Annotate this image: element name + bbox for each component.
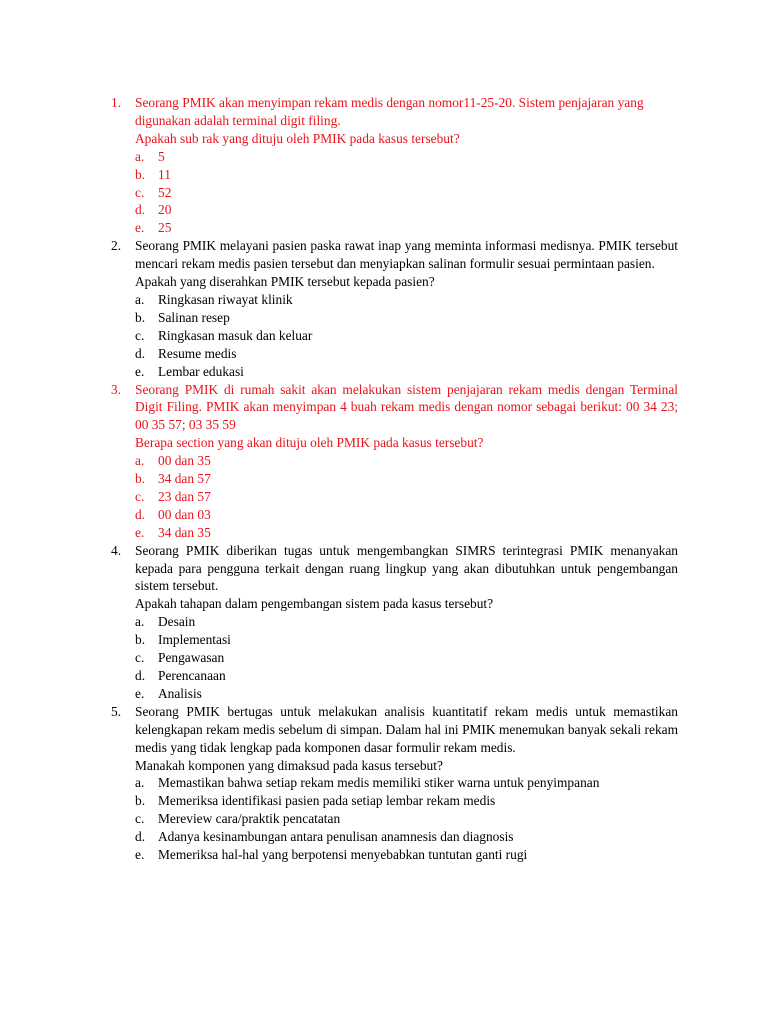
option-text: Salinan resep: [158, 309, 230, 325]
option-letter: a.: [135, 614, 145, 630]
option-text: Ringkasan riwayat klinik: [158, 291, 293, 307]
option-text: 00 dan 35: [158, 453, 211, 469]
option-text: 11: [158, 166, 171, 182]
option-a: [135, 148, 678, 166]
option-text: 34 dan 35: [158, 524, 211, 540]
option-text: Analisis: [158, 685, 202, 701]
question-prompt: Apakah yang diserahkan PMIK tersebut kepada pasien?: [135, 274, 435, 290]
option-letter: c.: [135, 488, 145, 504]
option-b: [135, 631, 678, 649]
option-e: [135, 846, 678, 864]
option-text: Implementasi: [158, 632, 231, 648]
option-e: [135, 219, 678, 237]
option-text: 23 dan 57: [158, 488, 211, 504]
option-list: [135, 613, 678, 703]
question-number: 3.: [111, 381, 122, 397]
option-text: Lembar edukasi: [158, 363, 244, 379]
option-letter: a.: [135, 148, 145, 164]
question-stem: Seorang PMIK di rumah sakit akan melakukan sistem penjajaran rekam medis dengan Terminal Digit Filing. PMIK akan menyimpan 4 buah rekam medis dengan nomor sebagai berikut: 00 34 23; 00 35 57; 03 35 59: [135, 381, 678, 433]
option-text: Mereview cara/praktik pencatatan: [158, 811, 341, 827]
option-letter: a.: [135, 775, 145, 791]
option-letter: b.: [135, 166, 146, 182]
option-text: Pengawasan: [158, 650, 225, 666]
question-1: [111, 94, 678, 237]
option-a: [135, 452, 678, 470]
question-4: [111, 542, 678, 703]
question-number: 4.: [111, 542, 122, 558]
question-number: 1.: [111, 95, 122, 110]
question-2: [111, 237, 678, 380]
option-text: 34 dan 57: [158, 471, 211, 487]
option-text: Ringkasan masuk dan keluar: [158, 327, 313, 343]
option-text: Memeriksa identifikasi pasien pada setiap lembar rekam medis: [158, 793, 496, 809]
option-d: [135, 345, 678, 363]
option-letter: d.: [135, 506, 146, 522]
question-list: [111, 94, 678, 864]
option-b: [135, 309, 678, 327]
option-letter: b.: [135, 793, 146, 809]
option-text: 5: [158, 148, 165, 164]
option-text: 25: [158, 220, 172, 236]
option-a: [135, 291, 678, 309]
option-letter: d.: [135, 668, 146, 683]
option-text: 52: [158, 184, 172, 200]
option-letter: c.: [135, 327, 145, 343]
option-letter: e.: [135, 524, 145, 540]
option-letter: e.: [135, 847, 145, 863]
question-stem: Seorang PMIK bertugas untuk melakukan analisis kuantitatif rekam medis untuk memastikan kelengkapan rekam medis sebelum di simpan. Dalam hal ini PMIK menemukan banyak sekali rekam medis yang tidak lengkap pada komponen dasar formulir rekam medis.: [135, 703, 678, 755]
question-stem: Seorang PMIK melayani pasien paska rawat inap yang meminta informasi medisnya. PMIK tersebut mencari rekam medis pasien tersebut dan menyiapkan salinan formulir sesuai permintaan pasien.: [135, 238, 678, 272]
option-c: [135, 327, 678, 345]
option-letter: a.: [135, 291, 145, 307]
option-b: [135, 166, 678, 184]
option-letter: c.: [135, 650, 145, 666]
option-text: Desain: [158, 614, 196, 630]
question-stem: Seorang PMIK diberikan tugas untuk mengembangkan SIMRS terintegrasi PMIK menanyakan kepada para pengguna terkait dengan ruang lingkup yang akan dibutuhkan untuk pengembangan sistem tersebut.: [135, 542, 678, 594]
option-c: [135, 649, 678, 667]
option-text: 00 dan 03: [158, 506, 211, 522]
question-number: 5.: [111, 703, 122, 719]
question-prompt: Berapa section yang akan dituju oleh PMIK pada kasus tersebut?: [135, 435, 484, 451]
option-text: Resume medis: [158, 345, 237, 361]
option-d: [135, 506, 678, 524]
option-list: [135, 291, 678, 381]
option-text: 20: [158, 202, 172, 218]
option-letter: d.: [135, 829, 146, 845]
option-letter: b.: [135, 632, 146, 648]
option-text: Memastikan bahwa setiap rekam medis memiliki stiker warna untuk penyimpanan: [158, 775, 600, 791]
option-d: [135, 828, 678, 846]
option-list: [135, 148, 678, 238]
option-d: [135, 667, 678, 685]
option-letter: c.: [135, 184, 145, 200]
option-list: [135, 774, 678, 864]
question-5: [111, 703, 678, 864]
option-e: [135, 685, 678, 703]
option-letter: e.: [135, 363, 145, 379]
option-letter: b.: [135, 309, 146, 325]
option-letter: b.: [135, 471, 146, 487]
question-prompt: Manakah komponen yang dimaksud pada kasus tersebut?: [135, 757, 443, 773]
option-b: [135, 470, 678, 488]
option-list: [135, 452, 678, 542]
question-stem: Seorang PMIK akan menyimpan rekam medis dengan nomor11-25-20. Sistem penjajaran yang digunakan adalah terminal digit filing.: [135, 95, 644, 128]
option-letter: e.: [135, 685, 145, 701]
option-text: Adanya kesinambungan antara penulisan anamnesis dan diagnosis: [158, 829, 514, 845]
option-e: [135, 524, 678, 542]
option-text: Perencanaan: [158, 668, 226, 683]
option-text: Memeriksa hal-hal yang berpotensi menyebabkan tuntutan ganti rugi: [158, 847, 528, 863]
option-letter: d.: [135, 345, 146, 361]
option-letter: a.: [135, 453, 145, 469]
option-letter: c.: [135, 811, 145, 827]
question-number: 2.: [111, 238, 122, 254]
question-prompt: Apakah sub rak yang dituju oleh PMIK pada kasus tersebut?: [135, 130, 460, 146]
option-d: [135, 201, 678, 219]
option-a: [135, 774, 678, 792]
option-a: [135, 613, 678, 631]
option-letter: e.: [135, 220, 145, 236]
option-c: [135, 810, 678, 828]
option-c: [135, 488, 678, 506]
option-e: [135, 363, 678, 381]
option-c: [135, 184, 678, 202]
question-3: [111, 381, 678, 542]
option-letter: d.: [135, 202, 146, 218]
option-b: [135, 792, 678, 810]
question-prompt: Apakah tahapan dalam pengembangan sistem pada kasus tersebut?: [135, 596, 494, 612]
